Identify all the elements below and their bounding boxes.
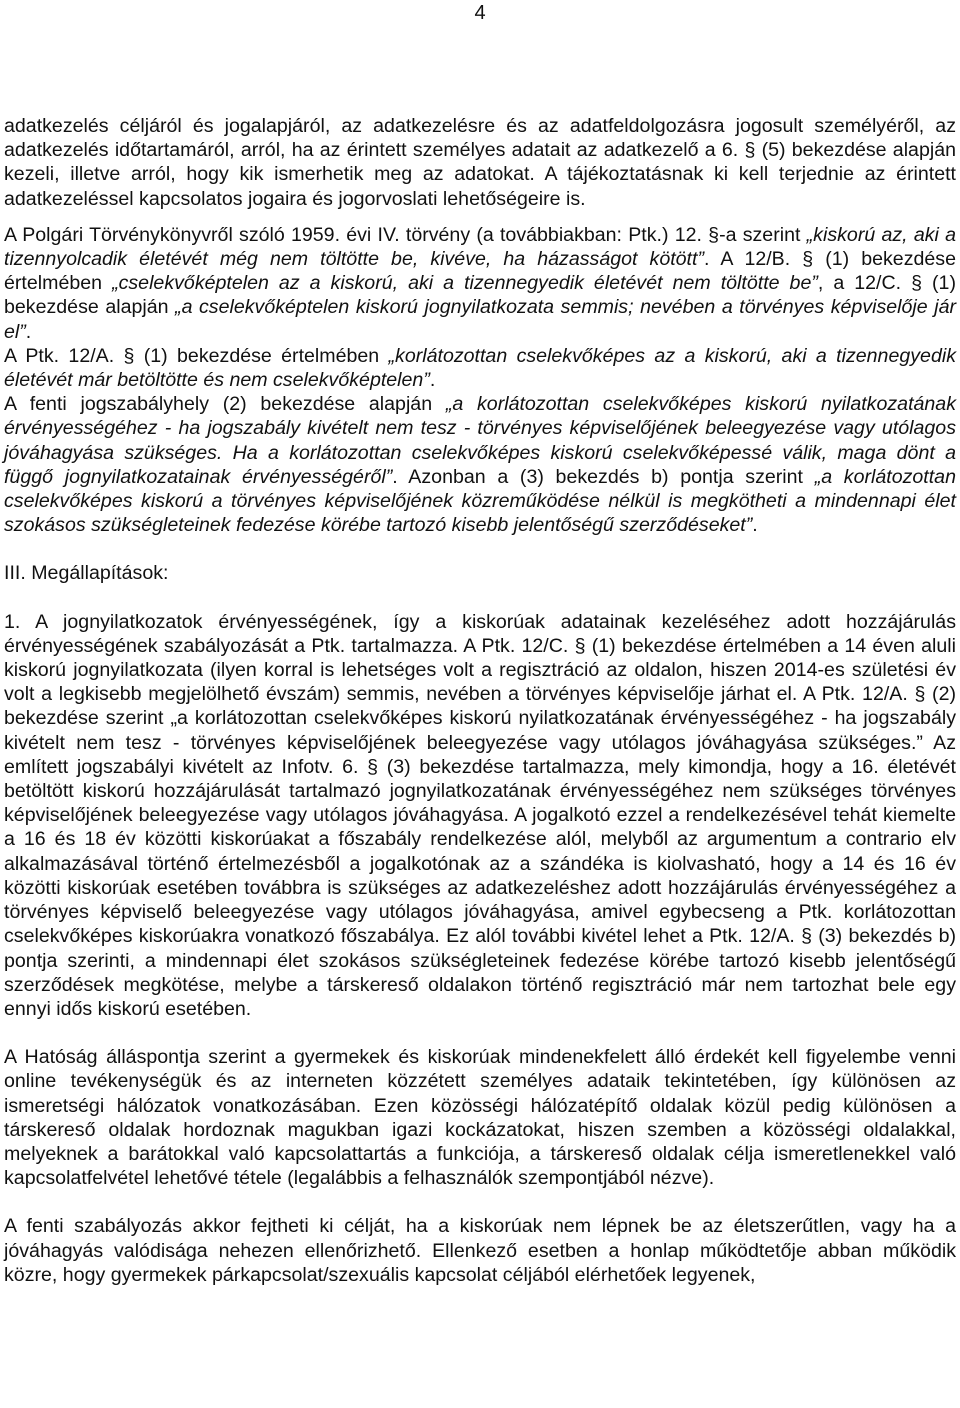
paragraph-ptk-12 [4,223,956,344]
text-run: . Azonban a (3) bekezdés b) pontja szerint [392,465,815,488]
quote-run: „a korlátozottan cselekvőképes kiskorú nyilatkozatának érvényességéhez - ha jogszabály kivételt nem tesz - törvényes képviselőjének beleegyezése vagy utólagos jóváhagyása szükséges. Ha a korlátozottan cselekvőképes kiskorú cselekvőképessé válik, maga dönt a függő jognyilatkozatainak érvényességéről” [4,393,957,488]
paragraph-ptk-12a [4,344,956,392]
text-run: A Ptk. 12/A. § (1) bekezdése értelmében [4,344,389,367]
paragraph-authority-position: A Hatóság álláspontja szerint a gyermekek és kiskorúak mindenekfelett álló érdekét kell figyelembe venni online tevékenységük és az interneten közzétett személyes adataik tekintetében, így különösen az ismeretségi hálózatok vonatkozásában. Ezen közösségi hálózatépítő oldalak közül pedig különösen a társkereső oldalak hordoznak magukban igazi kockázatokat, hiszen szemben a közösségi oldalakkal, melyeknek a barátokkal való kapcsolattartás a funkciója, a társkereső oldalak célja ismeretlenekkel való kapcsolatfelvétel lehetővé tétele (legalábbis a felhasználók szempontjából nézve). [4,1046,956,1190]
page-number: 4 [474,2,486,24]
text-run: , a 12/C. § (1) bekezdése alapján [4,272,956,319]
section-heading: III. Megállapítások: [4,562,169,585]
paragraph-data-info: adatkezelés céljáról és jogalapjáról, az adatkezelésre és az adatfeldolgozásra jogosult személyéről, az adatkezelés időtartamáról, arról, ha az érintett személyes adatait az adatkezelő a 6. § (5) bekezdése alapján kezeli, illetve arról, hogy kik ismerhetik meg az adatokat. A tájékoztatásnak ki kell terjednie az érintett adatkezeléssel kapcsolatos jogaira és jogorvoslati lehetőségeire is. [4,115,956,210]
paragraph-findings-1: 1. A jognyilatkozatok érvényességének, így a kiskorúak adatainak kezeléséhez adott hozzájárulás érvényességének szabályozását a Ptk. tartalmazza. A Ptk. 12/C. § (1) bekezdése értelmében a 14 éven aluli kiskorú jognyilatkozata (ilyen korral is lehetséges volt a regisztráció az oldalon, hiszen 2014-es születési év volt a legkisebb megjelölhető évszám) semmis, nevében a törvényes képviselője járhat el. A Ptk. 12/A. § (2) bekezdése szerint „a korlátozottan cselekvőképes kiskorú nyilatkozatának érvényességéhez - ha jogszabály kivételt nem tesz - törvényes képviselőjének beleegyezése vagy utólagos jóváhagyása szükséges.” Az említett jogszabályi kivételt az Infotv. 6. § (3) bekezdése tartalmazza, mely kimondja, hogy a 16. életévét betöltött kiskorú hozzájárulását tartalmazó jognyilatkozatának érvényességéhez nem szükséges törvényes képviselőjének beleegyezése vagy utólagos jóváhagyása. A jogalkotó ezzel a rendelkezésével tehát kiemelte a 16 és 18 év közötti kiskorúakat a főszabály rendelkezése alól, melyből az argumentum a contrario elv alkalmazásával történő értelmezésből a jogalkotónak az a szándéka is kiolvasható, hogy a 14 és 16 év közötti kiskorúak esetében továbbra is szükséges az adatkezeléshez adott hozzájárulás érvényességéhez a törvényes képviselő beleegyezése vagy utólagos jóváhagyása, amivel egybecseng a Ptk. korlátozottan cselekvőképes kiskorúakra vonatkozó főszabálya. Ez alól további kivétel lehet a Ptk. 12/A. § (3) bekezdés b) pontja szerinti, a mindennapi élet szokásos szükségleteinek fedezése körébe tartozó kisebb jelentőségű szerződések megkötése, melybe a társkereső oldalakon történő regisztráció már nem tartozhat bele egy ennyi idős kiskorú esetében. [4,610,956,1020]
paragraph-regulation-purpose: A fenti szabályozás akkor fejtheti ki célját, ha a kiskorúak nem lépnek be az életszerűtlen, vagy ha a jóváhagyás valódisága nehezen ellenőrizhető. Ellenkező esetben a honlap működtetője abban működik közre, hogy gyermekek párkapcsolat/szexuális kapcsolat céljából elérhetőek legyenek, [4,1215,956,1286]
text-run: A fenti jogszabályhely (2) bekezdése alapján [4,393,446,416]
text-run: . [429,369,436,392]
quote-run: „a cselekvőképtelen kiskorú jognyilatkozata semmis; nevében a törvényes képviselője jár el” [4,296,956,343]
text-run: . [752,514,758,537]
quote-run: „cselekvőképtelen az a kiskorú, aki a tizennegyedik életévét nem töltötte be” [112,272,818,295]
paragraph-ptk-12a-2 [4,392,956,537]
document-body [4,114,956,1287]
quote-run: „korlátozottan cselekvőképes az a kiskorú, aki a tizennegyedik életévét már betöltötte és nem cselekvőképtelen” [4,344,956,392]
quote-run: „a korlátozottan cselekvőképes kiskorú a törvényes képviselőjének közreműködése nélkül is megkötheti a mindennapi élet szokásos szükségleteinek fedezése körébe tartozó kisebb jelentőségű szerződéseket” [4,465,956,537]
text-run: A Polgári Törvénykönyvről szóló 1959. évi IV. törvény (a továbbiakban: Ptk.) 12. §-a szerint [4,223,807,246]
text-run: . [25,320,32,343]
text-run: . A 12/B. § (1) bekezdése értelmében [4,248,956,295]
quote-run: „kiskorú az, aki a tizennyolcadik életévét még nem töltötte be, kivéve, ha házasságot kötött” [4,223,956,271]
